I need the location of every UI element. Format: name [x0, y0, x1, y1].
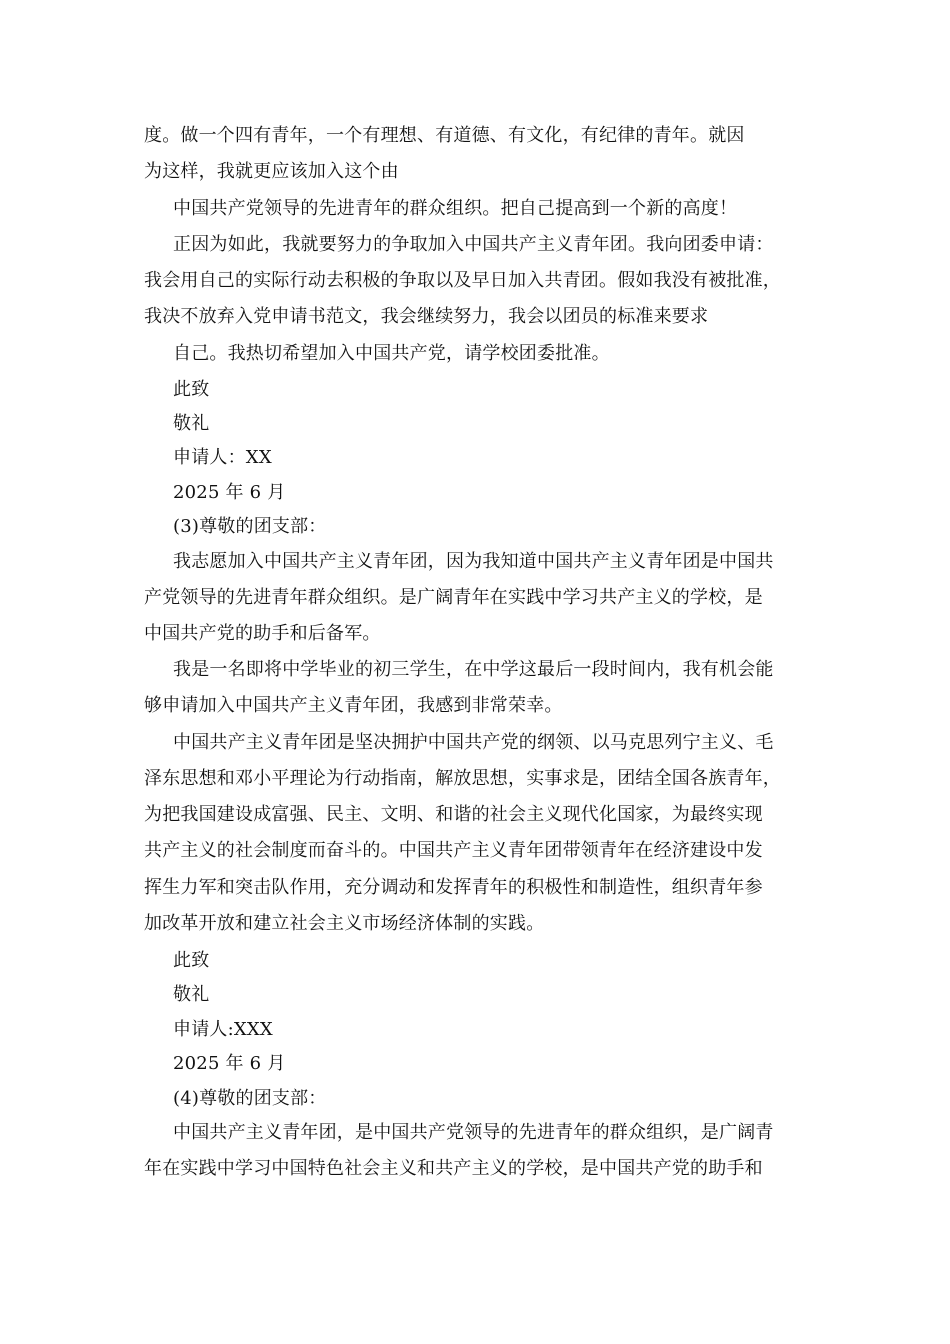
text-line: 共产主义的社会制度而奋斗的。中国共产主义青年团带领青年在经济建设中发	[144, 840, 763, 861]
text-line: 度。做一个四有青年，一个有理想、有道德、有文化，有纪律的青年。就因	[144, 125, 745, 146]
text-line: 泽东思想和邓小平理论为行动指南，解放思想，实事求是，团结全国各族青年，	[144, 768, 781, 789]
text-line: 年在实践中学习中国特色社会主义和共产主义的学校，是中国共产党的助手和	[144, 1158, 763, 1179]
text-line: 够申请加入中国共产主义青年团，我感到非常荣幸。	[144, 695, 563, 716]
text-line: 中国共产党的助手和后备军。	[144, 623, 381, 644]
section-heading: (4)尊敬的团支部：	[173, 1088, 327, 1109]
text-line: 我会用自己的实际行动去积极的争取以及早日加入共青团。假如我没有被批准，	[144, 270, 781, 291]
text-line: 中国共产党领导的先进青年的群众组织。把自己提高到一个新的高度！	[173, 198, 738, 219]
text-line: 我决不放弃入党申请书范文，我会继续努力，我会以团员的标准来要求	[144, 306, 709, 327]
applicant-signature: 申请人:XXX	[173, 1019, 273, 1040]
text-line: 自己。我热切希望加入中国共产党，请学校团委批准。	[173, 343, 610, 364]
text-line: 为把我国建设成富强、民主、文明、和谐的社会主义现代化国家，为最终实现	[144, 804, 763, 825]
text-line: 正因为如此，我就要努力的争取加入中国共产主义青年团。我向团委申请：	[173, 234, 774, 255]
closing-regards: 敬礼	[173, 984, 210, 1005]
text-line: 加改革开放和建立社会主义市场经济体制的实践。	[144, 913, 545, 934]
text-line: 为这样，我就更应该加入这个由	[144, 161, 399, 182]
closing-salutation: 此致	[173, 379, 210, 400]
closing-salutation: 此致	[173, 950, 210, 971]
letter-date: 2025 年 6 月	[173, 1053, 286, 1074]
letter-date: 2025 年 6 月	[173, 482, 286, 503]
applicant-signature: 申请人：XX	[173, 447, 272, 468]
text-line: 我志愿加入中国共产主义青年团，因为我知道中国共产主义青年团是中国共	[173, 551, 774, 572]
text-line: 产党领导的先进青年群众组织。是广阔青年在实践中学习共产主义的学校，是	[144, 587, 763, 608]
text-line: 中国共产主义青年团，是中国共产党领导的先进青年的群众组织，是广阔青	[173, 1122, 774, 1143]
text-line: 我是一名即将中学毕业的初三学生，在中学这最后一段时间内，我有机会能	[173, 659, 774, 680]
text-line: 中国共产主义青年团是坚决拥护中国共产党的纲领、以马克思列宁主义、毛	[173, 732, 774, 753]
text-line: 挥生力军和突击队作用，充分调动和发挥青年的积极性和制造性，组织青年参	[144, 877, 763, 898]
closing-regards: 敬礼	[173, 413, 210, 434]
section-heading: (3)尊敬的团支部：	[173, 516, 327, 537]
